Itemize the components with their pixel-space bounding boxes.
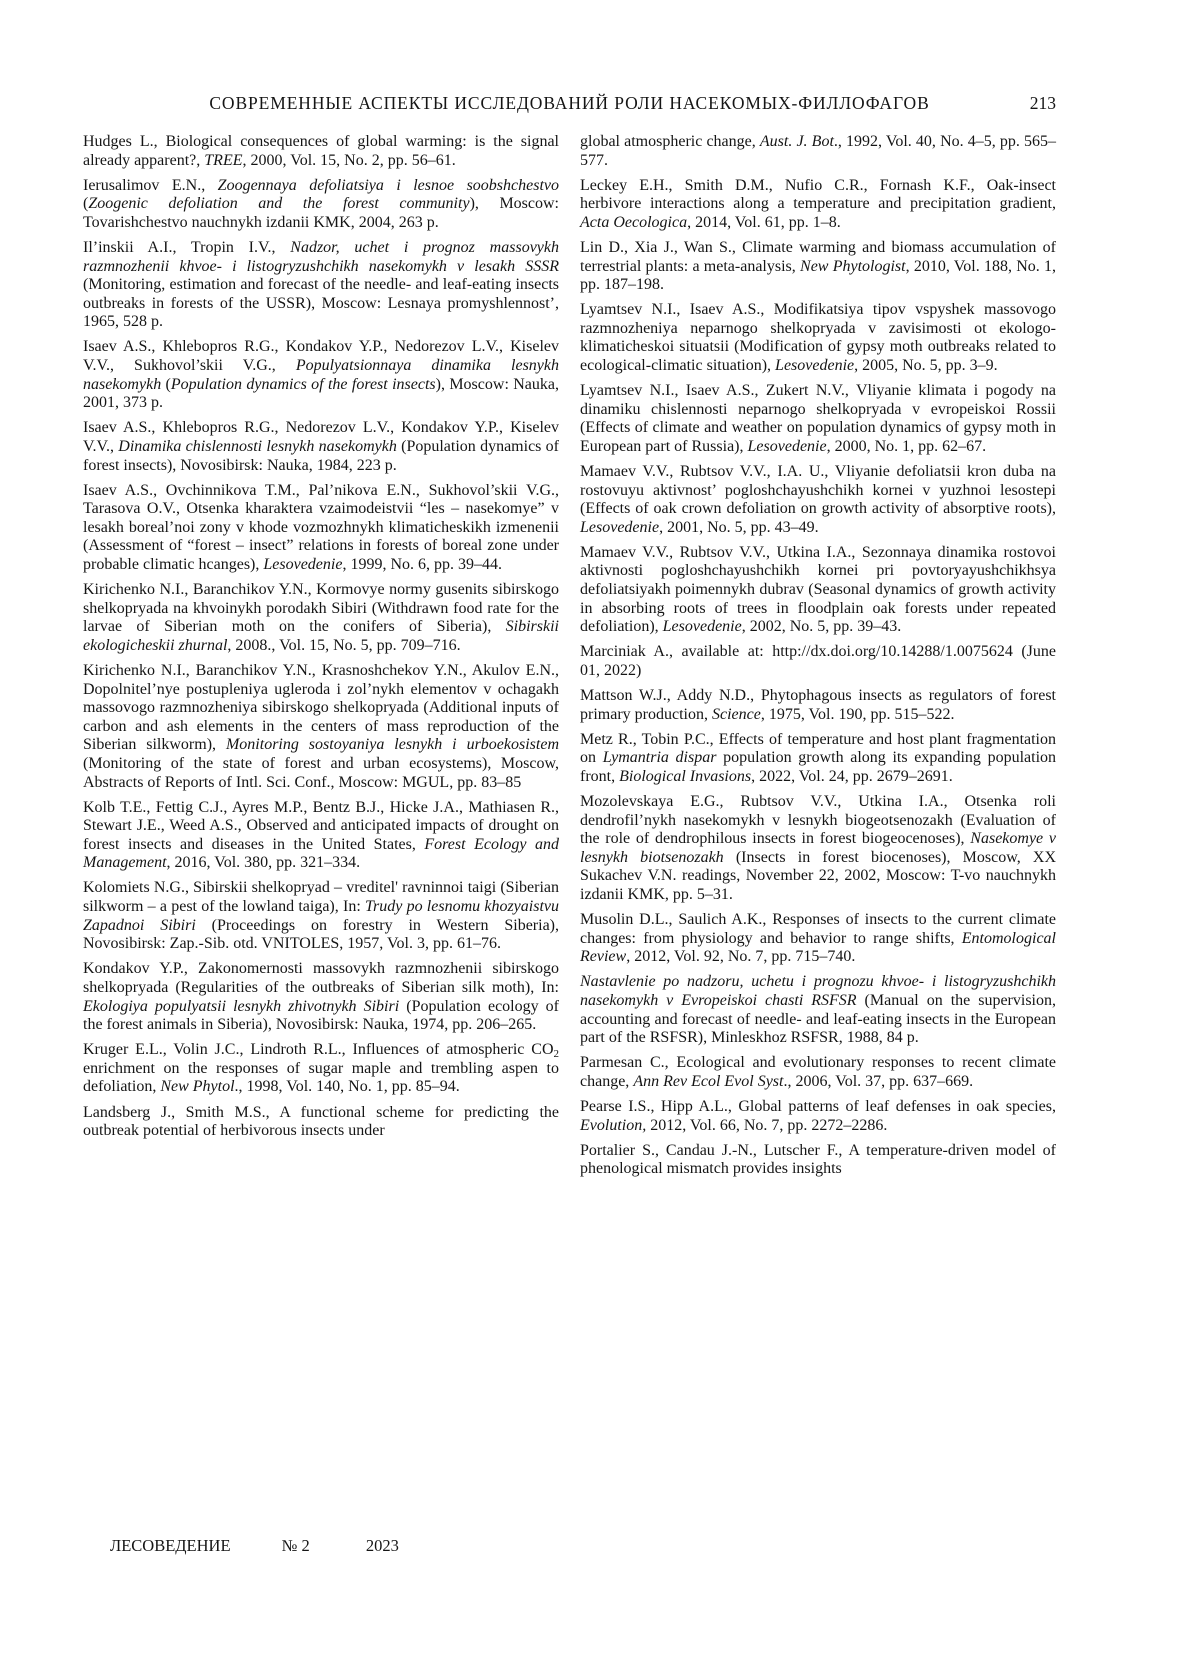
- reference-item: Lin D., Xia J., Wan S., Climate warming and biomass accumulation of terrestrial plants: a meta-analysis, New Phytologist, 2010, Vol. 188, No. 1, pp. 187–198.: [580, 238, 1057, 294]
- reference-item: Lyamtsev N.I., Isaev A.S., Zukert N.V., Vliyanie klimata i pogody na dinamiku chislennosti neparnogo shelkopryada v evropeiskoi Rossii (Effects of climate and weather on population dynamics of gypsy moth in European part of Russia), Lesovedenie, 2000, No. 1, pp. 62–67.: [580, 382, 1056, 455]
- reference-item: Hudges L., Biological consequences of global warming: is the signal already apparent?, TREE, 2000, Vol. 15, No. 2, pp. 56–61.: [83, 133, 559, 169]
- reference-item: Leckey E.H., Smith D.M., Nufio C.R., Fornash K.F., Oak-insect herbivore interactions along a temperature and precipitation gradient, Acta Oecologica, 2014, Vol. 61, pp. 1–8.: [580, 176, 1056, 231]
- reference-item: Portalier S., Candau J.-N., Lutscher F., A temperature-driven model of phenological mismatch provides insights: [580, 1141, 1056, 1178]
- running-head: [83, 93, 1056, 117]
- journal-footer: [110, 1536, 399, 1556]
- references-section: [83, 133, 1056, 1185]
- journal-year: 2023: [365, 1536, 399, 1555]
- reference-item: Isaev A.S., Ovchinnikova T.M., Pal’nikova E.N., Sukhovol’skii V.G., Tarasova O.V., Otsenka kharaktera vzaimodeistvii “les – nasekomye” v lesakh boreal’noi zony v khode vozmozhnykh klimaticheskikh izmenenii (Assessment of “forest – insect” relations in forests of boreal zone under probable climatic hcanges), Lesovedenie, 1999, No. 6, pp. 39–44.: [83, 481, 559, 573]
- reference-item: Kirichenko N.I., Baranchikov Y.N., Kormovye normy gusenits sibirskogo shelkopryada na khvoinykh porodakh Sibiri (Withdrawn food rate for the larvae of Siberian moth on the conifers of Siberia), Sibirskii ekologicheskii zhurnal, 2008., Vol. 15, No. 5, pp. 709–716.: [83, 581, 559, 654]
- reference-item: Mozolevskaya E.G., Rubtsov V.V., Utkina I.A., Otsenka roli dendrofil’nykh nasekomykh v lesnykh biogeotsenozakh (Evaluation of the role of dendrophilous insects in forest biogeocenoses), Nasekomye v lesnykh biotsenozakh (Insects in forest biocenoses), Moscow, XX Sukachev V.N. readings, November 22, 2002, Moscow: T-vo nauchnykh izdanii KMK, pp. 5–31.: [580, 793, 1056, 903]
- journal-issue: № 2: [281, 1536, 310, 1555]
- page-number: 213: [1029, 93, 1056, 113]
- references-column-left: [83, 133, 559, 1147]
- references-column-right: [580, 133, 1056, 1185]
- reference-item: Ierusalimov E.N., Zoogennaya defoliatsiya i lesnoe soobshchestvo (Zoogenic defoliation and the forest community), Moscow: Tovarishchestvo nauchnykh izdanii KMK, 2004, 263 p.: [83, 176, 560, 231]
- reference-item: Metz R., Tobin P.C., Effects of temperature and host plant fragmentation on Lymantria dispar population growth along its expanding population front, Biological Invasions, 2022, Vol. 24, pp. 2679–2691.: [580, 730, 1057, 785]
- reference-item: Isaev A.S., Khlebopros R.G., Kondakov Y.P., Nedorezov L.V., Kiselev V.V., Sukhovol’skii V.G., Populyatsionnaya dinamika lesnykh nasekomykh (Population dynamics of the forest insects), Moscow: Nauka, 2001, 373 p.: [83, 338, 560, 412]
- reference-item: Lyamtsev N.I., Isaev A.S., Modifikatsiya tipov vspyshek massovogo razmnozheniya neparnogo shelkopryada v zavisimosti ot ekologo-klimaticheskoi situatsii (Modification of gypsy moth outbreaks related to ecological-climatic situation), Lesovedenie, 2005, No. 5, pp. 3–9.: [580, 301, 1056, 375]
- page-content: [83, 93, 1056, 1185]
- reference-item: Mattson W.J., Addy N.D., Phytophagous insects as regulators of forest primary production, Science, 1975, Vol. 190, pp. 515–522.: [580, 687, 1056, 723]
- journal-name: ЛЕСОВЕДЕНИЕ: [110, 1536, 231, 1555]
- running-head-title: СОВРЕМЕННЫЕ АСПЕКТЫ ИССЛЕДОВАНИЙ РОЛИ НАСЕКОМЫХ-ФИЛЛОФАГОВ: [209, 93, 930, 113]
- reference-item: Kolomiets N.G., Sibirskii shelkopryad – vreditel' ravninnoi taigi (Siberian silkworm – a pest of the lowland taiga), In: Trudy po lesnomu khozyaistvu Zapadnoi Sibiri (Proceedings on forestry in Western Siberia), Novosibirsk: Zap.-Sib. otd. VNITOLES, 1957, Vol. 3, pp. 61–76.: [83, 879, 560, 953]
- reference-item: Marciniak A., available at: http://dx.doi.org/10.14288/1.0075624 (June 01, 2022): [580, 643, 1056, 679]
- reference-item: Landsberg J., Smith M.S., A functional scheme for predicting the outbreak potential of herbivorous insects under: [83, 1103, 559, 1140]
- reference-item: Kondakov Y.P., Zakonomernosti massovykh razmnozhenii sibirskogo shelkopryada (Regularities of the outbreaks of Siberian silk moth), In: Ekologiya populyatsii lesnykh zhivotnykh Sibiri (Population ecology of the forest animals in Siberia), Novosibirsk: Nauka, 1974, pp. 206–265.: [83, 960, 560, 1034]
- reference-item: Il’inskii A.I., Tropin I.V., Nadzor, uchet i prognoz massovykh razmnozhenii khvoe- i listogryzushchikh nasekomykh v lesakh SSSR (Monitoring, estimation and forecast of the needle- and leaf-eating insects outbreaks in forests of the USSR), Moscow: Lesnaya promyshlennost’, 1965, 528 p.: [83, 238, 559, 331]
- reference-item: Kirichenko N.I., Baranchikov Y.N., Krasnoshchekov Y.N., Akulov E.N., Dopolnitel’nye postupleniya ugleroda i zol’nykh elementov v ochagakh massovogo razmnozheniya sibirskogo shelkopryada (Additional inputs of carbon and ash elements in the centers of mass reproduction of the Siberian silkworm), Monitoring sostoyaniya lesnykh i urboekosistem (Monitoring of the state of forest and urban ecosystems), Moscow, Abstracts of Reports of Intl. Sci. Conf., Moscow: MGUL, pp. 83–85: [83, 661, 559, 791]
- reference-item: global atmospheric change, Aust. J. Bot., 1992, Vol. 40, No. 4–5, pp. 565–577.: [580, 133, 1057, 169]
- reference-item: Kruger E.L., Volin J.C., Lindroth R.L., Influences of atmospheric $CO_2$ enrichment on the responses of sugar maple and trembling aspen to defoliation, New Phytol., 1998, Vol. 140, No. 1, pp. 85–94.: [83, 1041, 559, 1096]
- reference-item: Mamaev V.V., Rubtsov V.V., I.A. U., Vliyanie defoliatsii kron duba na rostovuyu aktivnost’ pogloshchayushchikh kornei v yuzhnoi lesostepi (Effects of oak crown defoliation on growth activity of absorptive roots), Lesovedenie, 2001, No. 5, pp. 43–49.: [580, 463, 1056, 536]
- reference-item: Mamaev V.V., Rubtsov V.V., Utkina I.A., Sezonnaya dinamika rostovoi aktivnosti pogloshchayushchikh kornei pri povtoryayushchikhsya defoliatsiyakh poimennykh dubrav (Seasonal dynamics of growth activity in absorbing roots of trees in floodplain oak forests under repeated defoliation), Lesovedenie, 2002, No. 5, pp. 39–43.: [580, 543, 1056, 636]
- reference-item: Parmesan C., Ecological and evolutionary responses to recent climate change, Ann Rev Ecol Evol Syst., 2006, Vol. 37, pp. 637–669.: [580, 1054, 1056, 1090]
- reference-item: Pearse I.S., Hipp A.L., Global patterns of leaf defenses in oak species, Evolution, 2012, Vol. 66, No. 7, pp. 2272–2286.: [580, 1097, 1056, 1134]
- reference-item: Nastavlenie po nadzoru, uchetu i prognozu khvoe- i listogryzushchikh nasekomykh v Evropeiskoi chasti RSFSR (Manual on the supervision, accounting and forecast of needle- and leaf-eating insects in the European part of the RSFSR), Minleskhoz RSFSR, 1988, 84 p.: [580, 973, 1056, 1047]
- reference-item: Isaev A.S., Khlebopros R.G., Nedorezov L.V., Kondakov Y.P., Kiselev V.V., Dinamika chislennosti lesnykh nasekomykh (Population dynamics of forest insects), Novosibirsk: Nauka, 1984, 223 p.: [83, 419, 560, 474]
- reference-item: Musolin D.L., Saulich A.K., Responses of insects to the current climate changes: from physiology and behavior to range shifts, Entomological Review, 2012, Vol. 92, No. 7, pp. 715–740.: [580, 911, 1056, 966]
- reference-item: Kolb T.E., Fettig C.J., Ayres M.P., Bentz B.J., Hicke J.A., Mathiasen R., Stewart J.E., Weed A.S., Observed and anticipated impacts of drought on forest insects and diseases in the United States, Forest Ecology and Management, 2016, Vol. 380, pp. 321–334.: [83, 798, 560, 872]
